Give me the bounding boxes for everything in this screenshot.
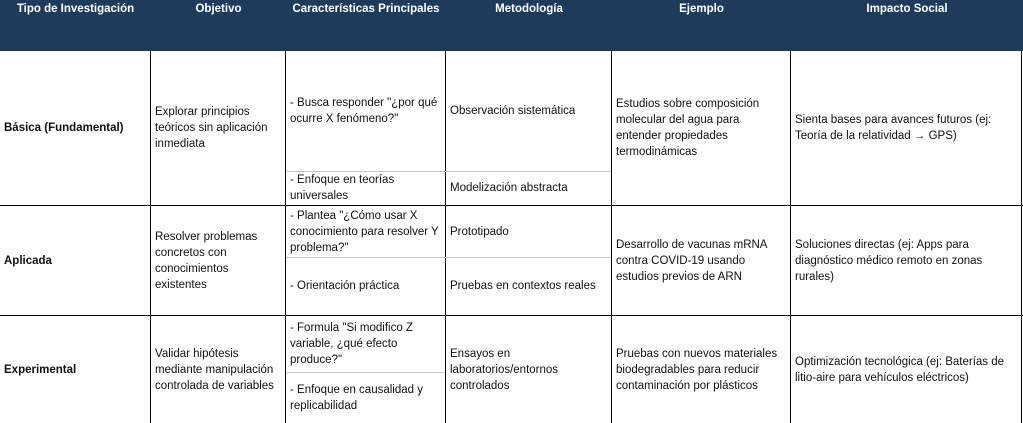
subdivider-aplicada — [286, 257, 611, 258]
row-aplicada-caracteristica-1: - Plantea "¿Cómo usar X conocimiento para resolver Y problema?" — [290, 209, 439, 254]
row-basica-objetivo: Explorar principios teóricos sin aplicación inmediata — [155, 106, 268, 150]
row-basica-metodologia-1: Observación sistemática — [450, 105, 576, 117]
row-experimental-metodologia: Ensayos en laboratorios/entornos controlados — [450, 347, 559, 392]
divider-col-5 — [790, 51, 791, 423]
row-experimental-objetivo: Validar hipótesis mediante manipulación controlada de variables — [155, 347, 274, 392]
header-ejemplo: Ejemplo — [612, 0, 791, 51]
header-tipo: Tipo de Investigación — [0, 0, 151, 51]
row-basica-ejemplo: Estudios sobre composición molecular del agua para entender propiedades termodinámicas — [616, 98, 760, 158]
row-basica-caracteristica-2: - Enfoque en teorías universales — [290, 174, 395, 202]
row-basica-impacto: Sienta bases para avances futuros (ej: Teoría de la relatividad → GPS) — [795, 114, 992, 142]
row-aplicada-caracteristica-2: - Orientación práctica — [290, 280, 400, 292]
row-aplicada-tipo: Aplicada — [4, 254, 52, 267]
row-basica-tipo: Básica (Fundamental) — [4, 122, 124, 134]
divider-col-3 — [445, 51, 446, 423]
row-basica-metodologia-2: Modelización abstracta — [450, 182, 568, 194]
row-experimental-tipo: Experimental — [4, 363, 77, 376]
header-caracteristicas: Características Principales — [286, 0, 446, 51]
row-aplicada-objetivo: Resolver problemas concretos con conocimientos existentes — [155, 230, 258, 291]
row-experimental-impacto: Optimización tecnológica (ej: Baterías de litio-aire para vehículos eléctricos) — [795, 355, 1005, 384]
subdivider-basica — [286, 171, 611, 172]
row-aplicada-ejemplo: Desarrollo de vacunas mRNA contra COVID-19 usando estudios previos de ARN — [616, 238, 767, 283]
row-basica-caracteristica-1: - Busca responder "¿por qué ocurre X fenómeno?" — [290, 97, 438, 125]
header-impacto: Impacto Social — [791, 0, 1023, 51]
row-aplicada-impacto: Soluciones directas (ej: Apps para diagnóstico médico remoto en zonas rurales) — [795, 238, 983, 283]
header-objetivo: Objetivo — [151, 0, 286, 51]
divider-col-1 — [150, 51, 151, 423]
divider-row-2 — [0, 315, 1023, 316]
divider-col-2 — [285, 51, 286, 423]
row-experimental-ejemplo: Pruebas con nuevos materiales biodegradables para reducir contaminación por plásticos — [616, 347, 778, 392]
row-aplicada-metodologia-2: Pruebas en contextos reales — [450, 280, 596, 292]
divider-col-4 — [611, 51, 612, 423]
row-experimental-caracteristica-1: - Formula "Si modifico Z variable, ¿qué efecto produce?" — [290, 322, 413, 366]
subdivider-experimental — [286, 372, 445, 373]
header-metodologia: Metodología — [446, 0, 612, 51]
divider-row-1 — [0, 205, 1023, 206]
row-experimental-caracteristica-2: - Enfoque en causalidad y replicabilidad — [290, 383, 423, 412]
row-aplicada-metodologia-1: Prototipado — [450, 225, 509, 238]
divider-col-6 — [1021, 51, 1022, 423]
